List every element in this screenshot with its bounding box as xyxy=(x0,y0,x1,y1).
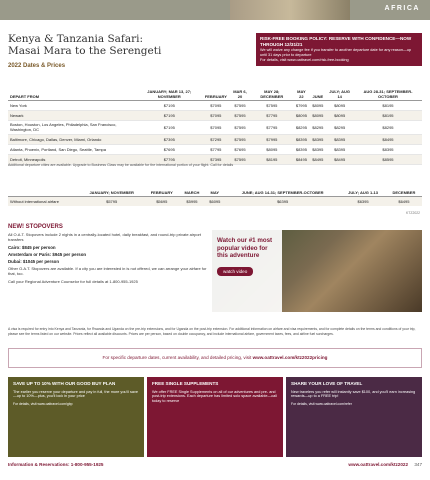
airfare-table-price-cell: $8095 xyxy=(310,100,325,110)
airfare-table-price-cell: $8595 xyxy=(354,154,422,164)
promo-link[interactable]: For details, visit www.oattravel.com/gbp xyxy=(13,402,73,407)
land-table-header: JULY; AUG 1-13 xyxy=(340,174,386,196)
land-only-price-table xyxy=(8,174,422,206)
airfare-table-row-label: Newark xyxy=(8,110,136,120)
airfare-table-price-cell: $7295 xyxy=(203,134,229,144)
airfare-table-price-cell: $8195 xyxy=(354,110,422,120)
airfare-table-price-cell: $7095 xyxy=(203,110,229,120)
promo-link[interactable]: For details, visit www.oattravel.com/refer xyxy=(291,402,352,407)
header-photo xyxy=(230,0,350,20)
land-table-header xyxy=(8,174,79,196)
airfare-table-header: JANUARY; MAR 13, 27; NOVEMBER xyxy=(136,80,203,100)
airfare-table-price-cell: $8295 xyxy=(325,120,354,134)
airfare-table-row-label: New York xyxy=(8,100,136,110)
airfare-table-price-cell: $7795 xyxy=(136,154,203,164)
land-table-row-label: Without international airfare xyxy=(8,196,79,206)
promo-single-supplements xyxy=(147,377,283,457)
airfare-table-price-cell: $8395 xyxy=(293,134,311,144)
airfare-table-row xyxy=(8,100,422,110)
promo-good-buy xyxy=(8,377,144,457)
promo-row xyxy=(8,377,422,457)
pricing-cta xyxy=(8,348,422,368)
airfare-table-price-cell: $8395 xyxy=(325,134,354,144)
footer-phone[interactable]: Information & Reservations: 1-800-955-1925 xyxy=(8,462,104,467)
video-title: Watch our #1 most popular video for this adventure xyxy=(217,237,273,259)
title-line-1: Kenya & Tanzania Safari: xyxy=(8,33,143,45)
airfare-table-header: JULY; AUG 14 xyxy=(325,80,354,100)
airfare-table-price-cell: $7395 xyxy=(136,134,203,144)
airfare-table-row xyxy=(8,120,422,134)
promo-refer xyxy=(286,377,422,457)
stopovers-call: Call your Regional Adventure Counselor for full details at 1-800-955-1925 xyxy=(8,278,138,284)
airfare-table-header: FEBRUARY xyxy=(203,80,229,100)
land-table-price-cell: $6495 xyxy=(386,196,422,206)
airfare-table-price-cell: $8295 xyxy=(293,120,311,134)
land-table-header: JUNE; AUG 14-31; SEPTEMBER-OCTOBER xyxy=(225,174,340,196)
airfare-table-price-cell: $8095 xyxy=(310,110,325,120)
airfare-table-row xyxy=(8,110,422,120)
airfare-table-header: MAY 28; DECEMBER xyxy=(251,80,292,100)
promo-heading: SAVE UP TO 10% WITH OUR GOOD BUY PLAN xyxy=(13,381,116,386)
promo-heading: SHARE YOUR LOVE OF TRAVEL xyxy=(291,381,363,386)
airfare-table-price-cell: $7795 xyxy=(251,110,292,120)
airfare-table-price-cell: $8395 xyxy=(325,144,354,154)
land-table-header: DECEMBER xyxy=(386,174,422,196)
policy-body: We will waive any change fee if you transfer to another departure date for any reason—up until 31 days prior to departure xyxy=(260,48,412,57)
stopover-dubai: Dubai: $1045 per person xyxy=(8,258,59,264)
risk-free-policy-box xyxy=(256,33,422,66)
airfare-table-price-cell: $8395 xyxy=(293,144,311,154)
fine-print: A visa is required for entry into Kenya and Tanzania, for Rwanda and Uganda on the pre-trip extensions, and for Uganda on the post-trip extension. For additional information on airfare and visa requirements, and for complete details on the terms and conditions of your trip, please see the terms listed on our website. Prices reflect all available discounts. Prices are per person, based on double occupancy, and include international airfare, government taxes, fees, and airline fuel surcharges. xyxy=(8,327,416,336)
airfare-table-price-cell: $8295 xyxy=(354,120,422,134)
airfare-table-price-cell: $7095 xyxy=(203,120,229,134)
airfare-table-price-cell: $8395 xyxy=(310,134,325,144)
land-table-price-cell: $5995 xyxy=(179,196,204,206)
land-table-header: FEBRUARY xyxy=(144,174,179,196)
airfare-table-price-cell: $7695 xyxy=(229,144,251,154)
airfare-table-header: AUG 28-31; SEPTEMBER-OCTOBER xyxy=(354,80,422,100)
airfare-table-row xyxy=(8,134,422,144)
airfare-price-table xyxy=(8,80,422,165)
airfare-table-price-cell: $8495 xyxy=(293,154,311,164)
airfare-table-price-cell: $7995 xyxy=(293,100,311,110)
airfare-table-price-cell: $7595 xyxy=(251,100,292,110)
airfare-table-price-cell: $8495 xyxy=(325,154,354,164)
airfare-table-price-cell: $7195 xyxy=(136,110,203,120)
airfare-table-price-cell: $8195 xyxy=(354,100,422,110)
policy-headline: RISK-FREE BOOKING POLICY: RESERVE WITH CONFIDENCE—NOW THROUGH 12/31/21 xyxy=(260,36,412,47)
airfare-table-price-cell: $7595 xyxy=(229,110,251,120)
land-table-row xyxy=(8,196,422,206)
title-line-2: Masai Mara to the Serengeti xyxy=(8,45,162,57)
airfare-table-header: JUNE xyxy=(310,80,325,100)
land-table-price-cell: $5695 xyxy=(144,196,179,206)
policy-link[interactable]: For details, visit www.oattravel.com/risk-free-booking xyxy=(260,58,349,63)
video-card xyxy=(212,230,282,312)
stopovers-other: Other O.A.T. Stopovers are available. If a city you are interested in is not offered, we can arrange your airfare for that, too. xyxy=(8,265,207,277)
airfare-table-header: MAY 22 xyxy=(293,80,311,100)
page-title xyxy=(8,33,248,57)
land-table-price-cell: $6395 xyxy=(225,196,340,206)
stopover-amsterdam-paris: Amsterdam or Paris: $945 per person xyxy=(8,251,87,257)
trip-code: KTZ2022 xyxy=(406,211,420,215)
airfare-table-row xyxy=(8,144,422,154)
airfare-table-price-cell: $7595 xyxy=(229,120,251,134)
airfare-table-price-cell: $7695 xyxy=(136,144,203,154)
watch-video-button[interactable]: watch video xyxy=(217,267,253,276)
footer-url[interactable]: www.oattravel.com/ktz2022 xyxy=(348,462,408,467)
airfare-table-price-cell: $7595 xyxy=(229,134,251,144)
stopovers-heading: NEW! STOPOVERS xyxy=(8,224,63,230)
header-banner xyxy=(0,0,430,20)
airfare-table-price-cell: $7995 xyxy=(251,134,292,144)
stopovers-section xyxy=(8,224,208,284)
promo-heading: FREE SINGLE SUPPLEMENTS xyxy=(152,381,219,386)
airfare-table-price-cell: $7095 xyxy=(203,100,229,110)
airfare-table-price-cell: $8095 xyxy=(293,110,311,120)
region-label: AFRICA xyxy=(384,5,420,12)
airfare-table-header: DEPART FROM xyxy=(8,80,136,100)
airfare-table-price-cell: $8095 xyxy=(251,144,292,154)
land-table-header: MARCH xyxy=(179,174,204,196)
airfare-table-price-cell: $7795 xyxy=(203,144,229,154)
land-table-price-cell: $6395 xyxy=(340,196,386,206)
airfare-table-price-cell: $8395 xyxy=(310,144,325,154)
airfare-table-price-cell: $7195 xyxy=(136,100,203,110)
airfare-table-price-cell: $8095 xyxy=(325,100,354,110)
land-table-header: JANUARY; NOVEMBER xyxy=(79,174,144,196)
promo-text: We offer FREE Single Supplements on all of our adventures and pre- and post-trip extensions. Each departure has limited solo space available—call today to reserve xyxy=(152,389,277,404)
stopover-cairo: Cairo: $845 per person xyxy=(8,244,56,250)
land-table-price-cell: $6095 xyxy=(205,196,225,206)
promo-text: New travelers you refer will instantly save $100, and you'll earn increasing rewards—up to a FREE trip! xyxy=(291,389,416,399)
airfare-table-price-cell: $8495 xyxy=(354,134,422,144)
page-number: 347 xyxy=(414,462,422,467)
airfare-table-price-cell: $8195 xyxy=(251,154,292,164)
land-table-header: MAY xyxy=(205,174,225,196)
airfare-table-row-label: Atlanta, Phoenix, Portland, San Diego, Seattle, Tampa xyxy=(8,144,136,154)
page-footer xyxy=(8,462,422,472)
airfare-table-price-cell: $8395 xyxy=(354,144,422,154)
departure-cities-note: Additional departure cities are available. Upgrade to Business Class may be available for the international portion of your flight. Call for details xyxy=(8,163,234,167)
page-subtitle: 2022 Dates & Prices xyxy=(8,63,66,69)
airfare-table-header: MAR 6, 20 xyxy=(229,80,251,100)
airfare-table-row-label: Detroit, Minneapolis xyxy=(8,154,136,164)
airfare-table-price-cell: $7195 xyxy=(136,120,203,134)
video-promo[interactable] xyxy=(212,230,422,312)
airfare-table-price-cell: $8295 xyxy=(310,120,325,134)
airfare-table-price-cell: $7595 xyxy=(229,154,251,164)
airfare-table-row-label: Boston, Houston, Los Angeles, Philadelphia, San Francisco, Washington, DC xyxy=(8,120,136,134)
cta-link[interactable]: www.oattravel.com/ktz2022pricing xyxy=(252,355,328,360)
airfare-table-price-cell: $8095 xyxy=(325,110,354,120)
airfare-table-row-label: Baltimore, Chicago, Dallas, Denver, Miami, Orlando xyxy=(8,134,136,144)
land-table-price-cell: $5795 xyxy=(79,196,144,206)
stopovers-text: All O.A.T. Stopovers include 2 nights in a centrally-located hotel, daily breakfast, and round-trip private airport transfers xyxy=(8,232,201,243)
cta-text: For specific departure dates, current availability, and detailed pricing, visit xyxy=(102,355,253,360)
airfare-table-price-cell: $7795 xyxy=(251,120,292,134)
promo-text: The earlier you reserve your departure and pay in full, the more you'll save—up to 10%—plus, you'll lock in your price xyxy=(13,389,139,399)
airfare-table-price-cell: $7395 xyxy=(203,154,229,164)
airfare-table-price-cell: $8495 xyxy=(310,154,325,164)
airfare-table-price-cell: $7595 xyxy=(229,100,251,110)
